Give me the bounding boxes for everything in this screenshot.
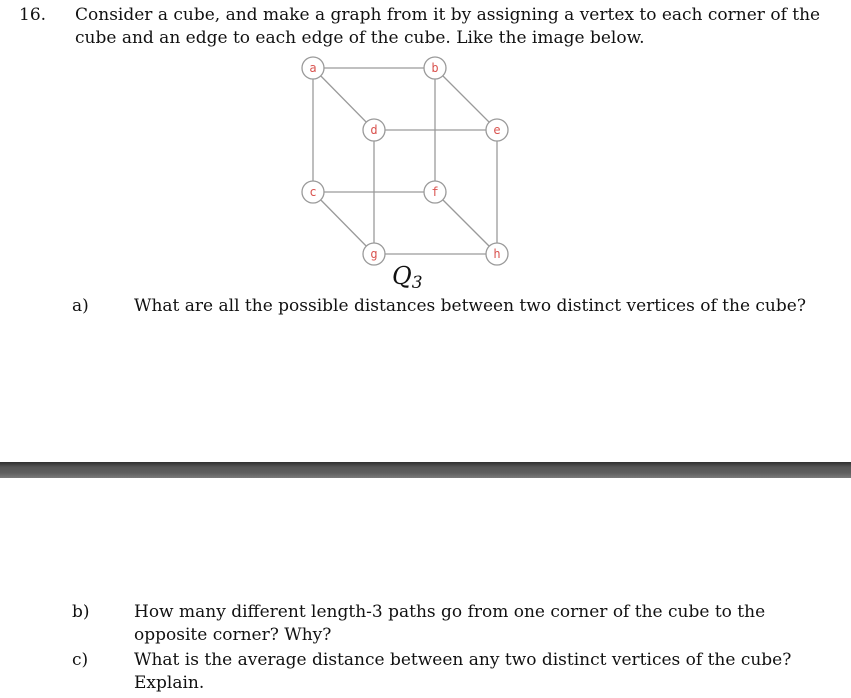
cube-graph-figure: [280, 50, 520, 300]
question-text-line-2: cube and an edge to each edge of the cube. Like the image below.: [75, 28, 645, 48]
part-a-text: What are all the possible distances between two distinct vertices of the cube?: [134, 296, 806, 316]
vertex-label-f: f: [431, 185, 439, 199]
figure-caption: [392, 262, 423, 293]
part-c-text-line-1: What is the average distance between any two distinct vertices of the cube?: [134, 650, 792, 670]
vertex-h: [486, 243, 508, 265]
vertex-label-d: d: [370, 123, 378, 137]
vertex-label-c: c: [309, 185, 317, 199]
edge-f-h: [435, 192, 497, 254]
vertex-e: [486, 119, 508, 141]
part-b-label: b): [72, 602, 90, 622]
vertex-label-h: h: [493, 247, 501, 261]
figure-caption-subscript: 3: [411, 273, 423, 293]
vertex-label-g: g: [370, 247, 378, 261]
figure-caption-letter: Q: [392, 262, 412, 290]
vertex-label-a: a: [309, 61, 317, 75]
vertex-f: [424, 181, 446, 203]
edge-c-g: [313, 192, 374, 254]
part-a-label: a): [72, 296, 89, 316]
question-number: 16.: [19, 5, 47, 25]
part-b-text-line-2: opposite corner? Why?: [134, 625, 332, 645]
cube-edges: [313, 68, 497, 254]
edge-b-e: [435, 68, 497, 130]
vertex-a: [302, 57, 324, 79]
part-b-text-line-1: How many different length-3 paths go from one corner of the cube to the: [134, 602, 766, 622]
vertex-label-e: e: [493, 123, 501, 137]
vertex-b: [424, 57, 446, 79]
edge-a-d: [313, 68, 374, 130]
vertex-g: [363, 243, 385, 265]
part-c-label: c): [72, 650, 89, 670]
question-text-line-1: Consider a cube, and make a graph from it by assigning a vertex to each corner of the: [75, 5, 821, 25]
page-divider: [0, 462, 851, 478]
part-c-text-line-2: Explain.: [134, 673, 205, 693]
vertex-c: [302, 181, 324, 203]
vertex-d: [363, 119, 385, 141]
vertex-label-b: b: [431, 61, 439, 75]
